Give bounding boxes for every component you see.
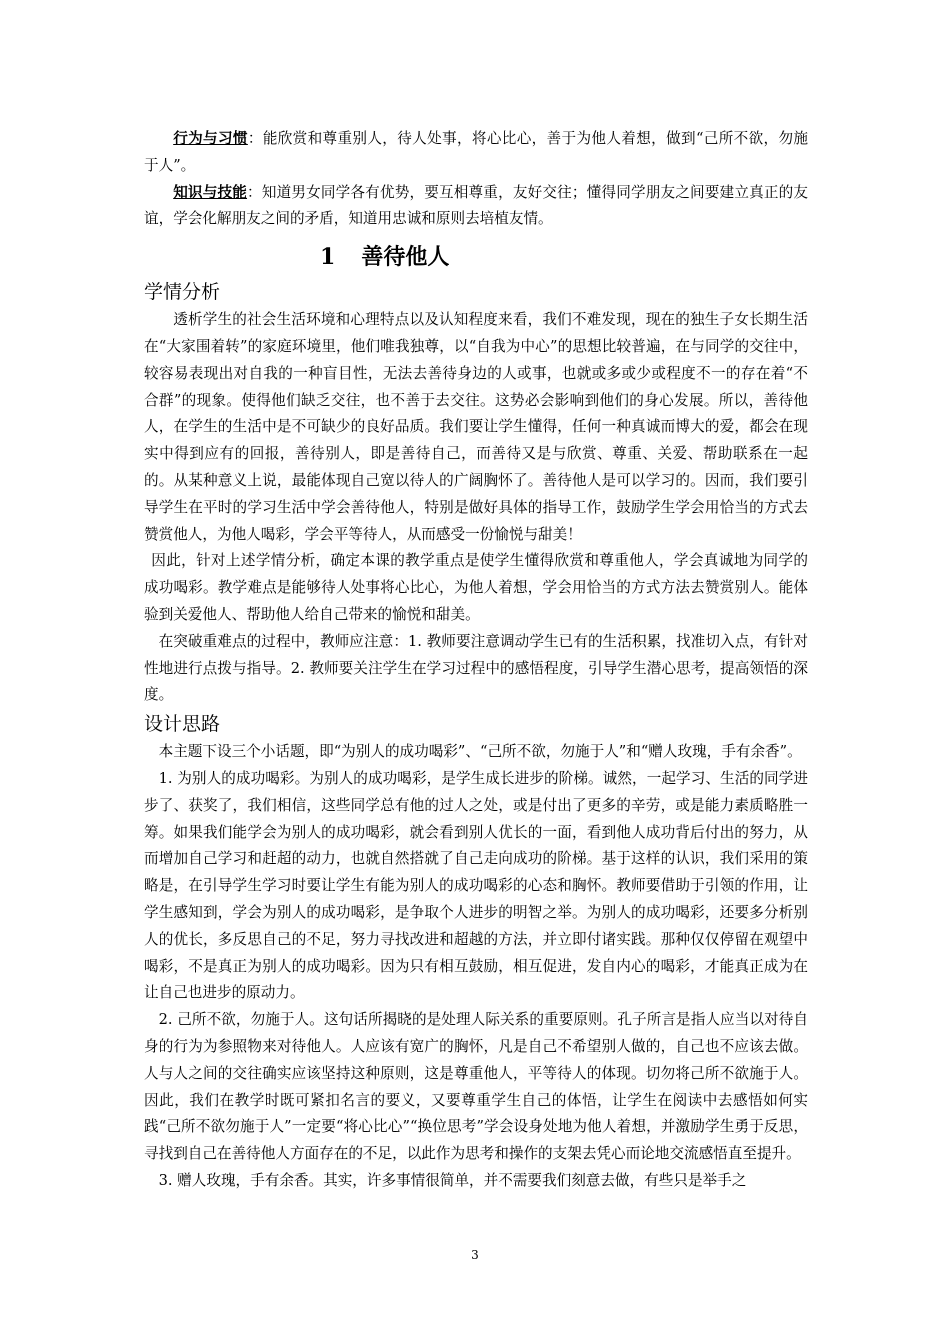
paragraph: 3. 赠人玫瑰，手有余香。其实，许多事情很简单，并不需要我们刻意去做，有些只是举手之: [158, 1171, 747, 1189]
objective-text: 知道男女同学各有优势，要互相尊重，友好交往；懂得同学朋友之间要建立真正的友谊，学会化解朋友之间的矛盾，知道用忠诚和原则去培植友情。: [144, 183, 808, 228]
paragraph: 因此，针对上述学情分析，确定本课的教学重点是使学生懂得欣赏和尊重他人，学会真诚地为同学的成功喝彩。教学难点是能够待人处事将心比心，为他人着想，学会用恰当的方式方法去赞赏别人。能体验到关爱他人、帮助他人给自己带来的愉悦和甜美。: [144, 552, 808, 623]
paragraph: 本主题下设三个小话题，即“为别人的成功喝彩”、“己所不欲，勿施于人”和“赠人玫瑰，手有余香”。: [158, 743, 802, 761]
chapter-name: 善待他人: [361, 244, 450, 271]
paragraph: 在突破重难点的过程中，教师应注意：1. 教师要注意调动学生已有的生活积累，找准切入点，有针对性地进行点拨与指导。2. 教师要关注学生在学习过程中的感悟程度，引导学生潜心思考，提高领悟的深度。: [144, 632, 808, 704]
objective-knowledge: 知识与技能：知道男女同学各有优势，要互相尊重，友好交往；懂得同学朋友之间要建立真正的友谊，学会化解朋友之间的矛盾，知道用忠诚和原则去培植友情。: [144, 183, 808, 228]
page-number: 3: [471, 1248, 479, 1262]
section-heading-design: 设计思路: [144, 713, 221, 736]
section-heading-analysis: 学情分析: [144, 281, 221, 304]
paragraph: 2. 己所不欲，勿施于人。这句话所揭晓的是处理人际关系的重要原则。孔子所言是指人应当以对待自身的行为为参照物来对待他人。人应该有宽广的胸怀，凡是自己不希望别人做的，自己也不应该去做。人与人之间的交往确实应该坚持这种原则，这是尊重他人，平等待人的体现。切勿将己所不欲施于人。因此，我们在教学时既可紧扣名言的要义，又要尊重学生自己的体悟，让学生在阅读中去感悟如何实践“己所不欲勿施于人”一定要“将心比心”“换位思考”学会设身处地为他人着想，并激励学生勇于反思，寻找到自己在善待他人方面存在的不足，以此作为思考和操作的支架去凭心而论地交流感悟直至提升。: [144, 1011, 808, 1163]
paragraph: 1. 为别人的成功喝彩。为别人的成功喝彩，是学生成长进步的阶梯。诚然，一起学习、生活的同学进步了、获奖了，我们相信，这些同学总有他的过人之处，或是付出了更多的辛劳，或是能力素质略胜一筹。如果我们能学会为别人的成功喝彩，就会看到别人优长的一面，看到他人成功背后付出的努力，从而增加自己学习和赶超的动力，也就自然搭就了自己走向成功的阶梯。基于这样的认识，我们采用的策略是，在引导学生学习时要让学生有能为别人的成功喝彩的心态和胸怀。教师要借助于引领的作用，让学生感知到，学会为别人的成功喝彩，是争取个人进步的明智之举。为别人的成功喝彩，还要多分析别人的优长，多反思自己的不足，努力寻找改进和超越的方法，并立即付诸实践。那种仅仅停留在观望中喝彩，不是真正为别人的成功喝彩。因为只有相互鼓励，相互促进，发自内心的喝彩，才能真正成为在让自己也进步的原动力。: [144, 769, 808, 1002]
objective-text: 能欣赏和尊重别人，待人处事，将心比心，善于为他人着想，做到“己所不欲，勿施于人”。: [144, 130, 808, 174]
paragraph: 透析学生的社会生活环境和心理特点以及认知程度来看，我们不难发现，现在的独生子女长期生活在“大家围着转”的家庭环境里，他们唯我独尊，以“自我为中心”的思想比较普遍，在与同学的交往中，较容易表现出对自我的一种盲目性，无法去善待身边的人或事，也就或多或少或程度不一的存在着“不合群”的现象。使得他们缺乏交往，也不善于去交往。这势必会影响到他们的身心发展。所以，善待他人，在学生的生活中是不可缺少的良好品质。我们要让学生懂得，任何一种真诚而博大的爱，都会在现实中得到应有的回报，善待别人，即是善待自己，而善待又是与欣赏、尊重、关爱、帮助联系在一起的。从某种意义上说，最能体现自己宽以待人的广阔胸怀了。善待他人是可以学习的。因而，我们要引导学生在平时的学习生活中学会善待他人，特别是做好具体的指导工作，鼓励学生学会用恰当的方式去赞赏他人，为他人喝彩，学会平等待人，从而感受一份愉悦与甜美！: [144, 311, 808, 543]
chapter-title: [144, 237, 808, 277]
objective-label: 知识与技能: [173, 183, 248, 201]
document-body: [144, 126, 808, 1195]
objective-label: 行为与习惯: [173, 130, 248, 147]
objective-behavior: 行为与习惯：能欣赏和尊重别人，待人处事，将心比心，善于为他人着想，做到“己所不欲，勿施于人”。: [144, 130, 808, 174]
chapter-number: 1: [320, 244, 336, 271]
